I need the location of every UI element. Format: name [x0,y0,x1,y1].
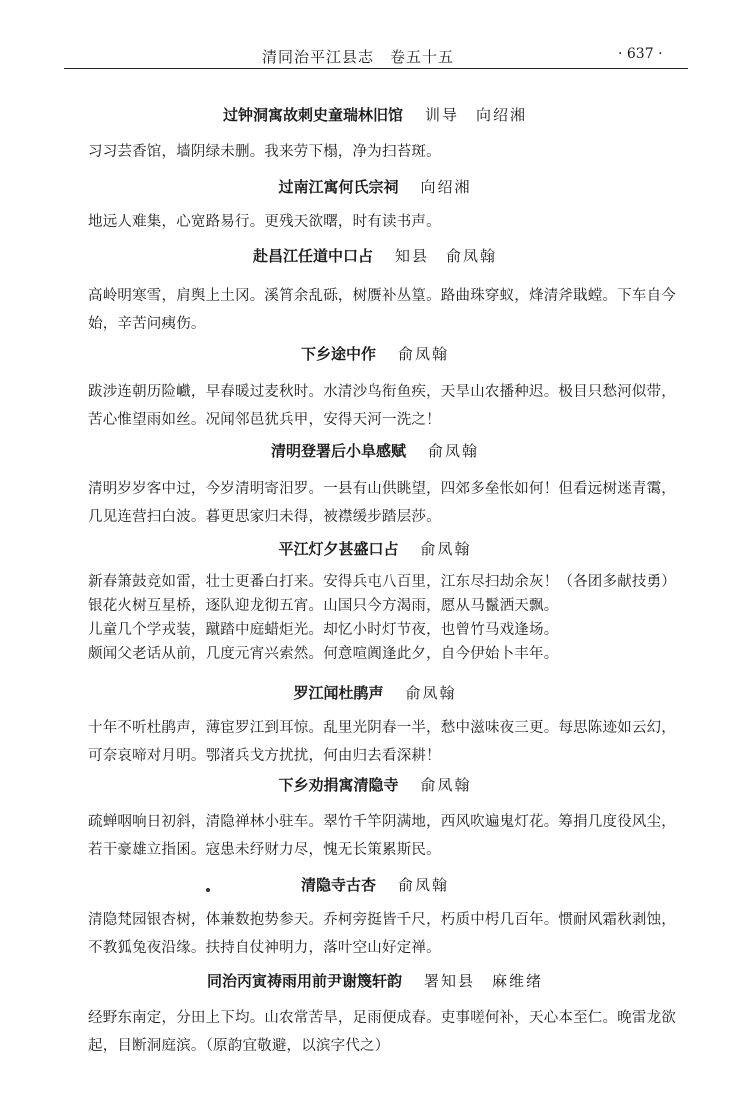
poem-body [88,714,703,770]
poem-title-text: 罗江闻杜鹃声 [293,684,384,702]
poem-line: 若干豪雄立指囷。寇患未纾财力尽，愧无长策累斯民。 [88,842,441,858]
poem-author: 俞凤翰 [428,442,480,460]
poem-title [0,538,750,559]
poem-line: 几见连营扫白波。暮更思家归未得，被襟缓步踏层莎。 [88,509,441,525]
poem-line: 清明岁岁客中过，今岁清明寄汨罗。一县有山供眺望，四郊多垒怅如何！但看远树迷青霭， [88,481,676,497]
poem-title-text: 下乡劝捐寓清隐寺 [278,776,399,794]
page-number: · 637 · [618,46,663,62]
poem-title-text: 同治丙寅祷雨用前尹谢篾轩韵 [206,972,402,990]
poem-body [88,808,703,864]
poem-line: 经野东南定，分田上下均。山农常苦旱，足雨便成春。吏事嗟何补，天心本至仁。晚雷龙欲 [88,1010,676,1026]
poem-body [88,208,703,236]
poem-line: 高岭明寒雪，肩舆上土冈。溪筲余乱砾，树赝补丛篁。路曲珠穿蚁，烽清斧戢螳。下车自今 [88,288,676,304]
poem-title [0,682,750,703]
poem-line: 习习芸香馆，墙阴绿未删。我来劳下榻，净为扫苔斑。 [88,144,441,160]
poem-line: 可奈哀啼对月明。鄂渚兵戈方扰扰，何由归去看深耕！ [88,748,441,764]
poem-title-text: 过南江寓何氏宗祠 [278,178,399,196]
poem-line: 始，辛苦问痍伤。 [88,316,206,332]
poem-body [88,475,703,531]
page-header [0,0,750,70]
poem-line: 起，目断洞庭滨。（原韵宜敬避，以滨字代之） [88,1038,390,1054]
poem-body [88,906,703,962]
poem-author: 署知县 麻维绪 [424,972,544,990]
poem-line: 新春箫鼓竞如雷，壮士更番白打来。安得兵屯八百里，江东尽扫劫余灰！（各团多献技勇） [88,574,676,590]
poem-author: 俞凤翰 [398,345,450,363]
poem-author: 训导 向绍湘 [425,106,528,124]
poem-body [88,282,703,338]
poem-line: 不教狐兔夜沿缘。扶持自仗神明力，落叶空山好定禅。 [88,940,441,956]
poem-body [88,570,703,666]
poem-line: 地远人难集，心宽路易行。更残天欲曙，时有读书声。 [88,214,441,230]
poem-title-text: 清隐寺古杏 [300,876,376,894]
header-rule [64,68,688,69]
poem-title [0,343,750,364]
poem-line: 清隐梵园银杏树，体兼数抱势参天。乔柯旁挺皆千尺，朽质中枵几百年。惯耐风霜秋剥蚀， [88,912,676,928]
poem-line: 银花火树互星桥，逐队迎龙彻五宵。山国只今方渴雨，愿从马鬣洒天飘。 [88,598,559,614]
poem-title-text: 清明登署后小阜感赋 [270,442,406,460]
poem-author: 知县 俞凤翰 [395,247,498,265]
poem-line: 跋涉连朝历险巇，早春暖过麦秋时。水清沙鸟衔鱼疾，天旱山农播种迟。极目只愁河似带， [88,384,676,400]
poem-author: 俞凤翰 [420,540,472,558]
poem-author: 俞凤翰 [398,876,450,894]
poem-body [88,138,703,166]
poem-title-text: 过钟洞寓故刺史童瑞林旧馆 [222,106,403,124]
poem-title [0,874,750,895]
poem-title [0,440,750,461]
poem-author: 俞凤翰 [420,776,472,794]
poem-author: 向绍湘 [420,178,472,196]
poem-line: 十年不听杜鹃声，薄宦罗江到耳惊。乱里光阴春一半，愁中滋味夜三更。每思陈迹如云幻， [88,720,676,736]
poem-title [0,104,750,125]
poem-title-text: 平江灯夕甚盛口占 [278,540,399,558]
poem-author: 俞凤翰 [405,684,457,702]
poem-title-text: 下乡途中作 [300,345,376,363]
poem-line: 苦心惟望雨如丝。况闻邻邑犹兵甲，安得天河一洗之！ [88,412,441,428]
poem-body [88,378,703,434]
poem-body [88,1004,703,1060]
poem-line: 颇闻父老话从前，几度元宵兴索然。何意喧阗逢此夕，自今伊始卜丰年。 [88,646,559,662]
poem-title-text: 赴昌江任道中口占 [252,247,373,265]
poem-title [0,774,750,795]
header-title: 清同治平江县志 卷五十五 [262,48,455,66]
poem-title [0,970,750,991]
poem-title [0,176,750,197]
poem-line: 儿童几个学戎装，蹴踏中庭蜡炬光。却忆小时灯节夜，也曾竹马戏逢场。 [88,622,559,638]
poem-line: 疏蝉咽响日初斜，清隐禅林小驻车。翠竹千竿阴满地，西风吹遍鬼灯花。筹捐几度役风尘， [88,814,676,830]
poem-title [0,245,750,266]
